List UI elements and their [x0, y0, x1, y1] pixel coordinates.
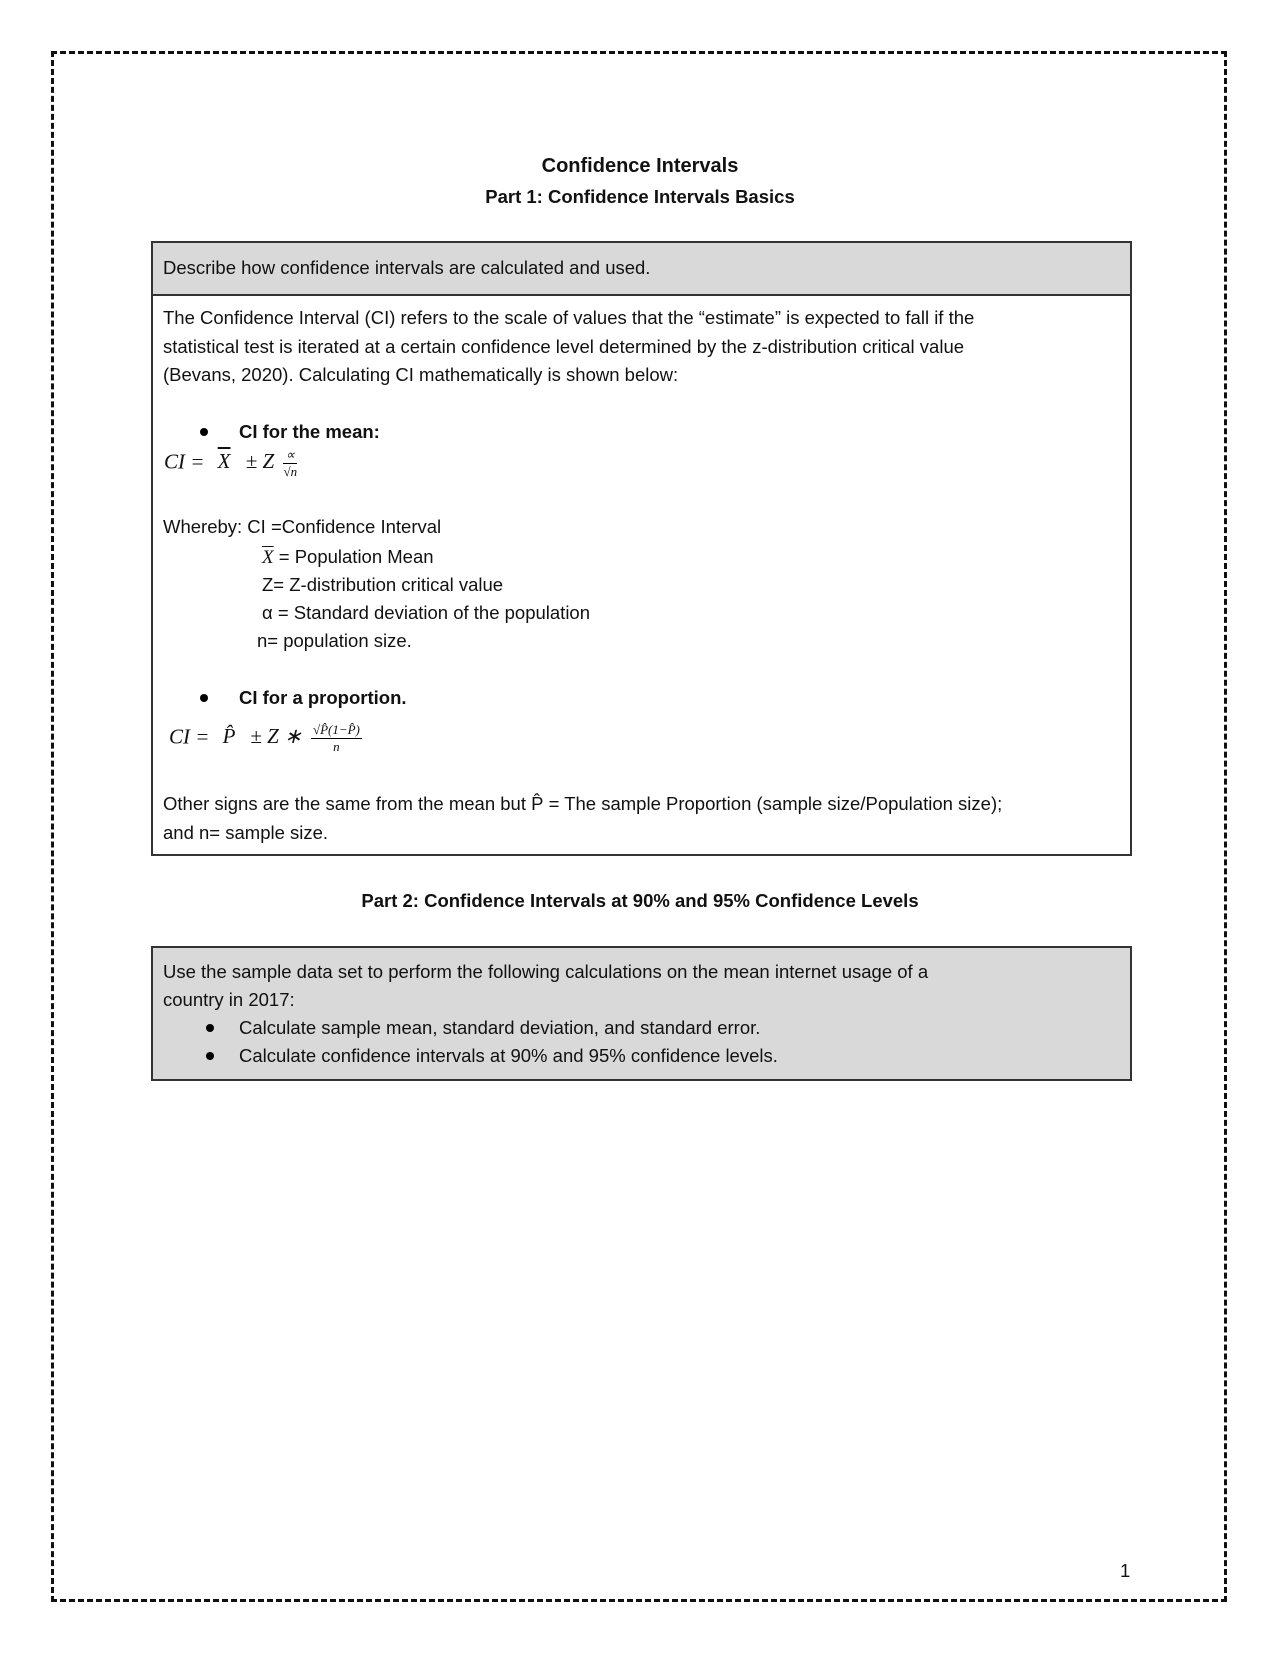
- formula-pm: ± Z: [245, 449, 275, 474]
- other-line: Other signs are the same from the mean but P̂ = The sample Proportion (sample size/Population size);: [163, 793, 1003, 814]
- page-number: 1: [1120, 1560, 1131, 1581]
- document-title: Confidence Intervals: [541, 155, 739, 177]
- task-line: Use the sample data set to perform the following calculations on the mean internet usage of a: [163, 961, 929, 982]
- bullet-icon: [200, 428, 208, 436]
- other-line: and n= sample size.: [163, 822, 329, 843]
- bullet-icon: [206, 1052, 214, 1060]
- formula-mean: [164, 447, 297, 480]
- def-line: α = Standard deviation of the population: [262, 602, 591, 623]
- para-line: (Bevans, 2020). Calculating CI mathematically is shown below:: [163, 364, 679, 385]
- formula-phat: P̂: [222, 724, 236, 749]
- prompt-header: [153, 243, 1130, 296]
- task-line: country in 2017:: [163, 989, 295, 1010]
- def-symbol: $\overline{X}$: [262, 547, 274, 568]
- formula-proportion: [169, 722, 362, 755]
- formula-lhs: CI =: [164, 449, 205, 474]
- bullet-mean: CI for the mean:: [239, 421, 380, 442]
- formula-den: n: [333, 739, 340, 754]
- para-line: statistical test is iterated at a certain confidence level determined by the z-distribution critical value: [163, 336, 965, 357]
- part2-heading: Part 2: Confidence Intervals at 90% and 95% Confidence Levels: [361, 890, 919, 911]
- formula-den: √n: [283, 464, 298, 479]
- task-bullet: Calculate confidence intervals at 90% and 95% confidence levels.: [239, 1045, 778, 1066]
- def-line: Z= Z-distribution critical value: [262, 574, 504, 595]
- part1-heading: Part 1: Confidence Intervals Basics: [485, 186, 795, 207]
- bullet-icon: [206, 1024, 214, 1032]
- formula-pm: ± Z ∗: [250, 724, 302, 749]
- formula-num: ∝: [283, 447, 297, 464]
- para-line: The Confidence Interval (CI) refers to the scale of values that the “estimate” is expected to fall if the: [163, 307, 975, 328]
- def-text: = Population Mean: [273, 546, 434, 567]
- formula-lhs: CI =: [169, 724, 210, 749]
- def-line: [262, 543, 434, 572]
- formula-xbar: $\overline{X}$: [217, 449, 231, 474]
- bullet-proportion: CI for a proportion.: [239, 687, 407, 708]
- formula-num: √P̂(1−P̂): [312, 722, 360, 737]
- def-line: n= population size.: [257, 630, 412, 651]
- bullet-icon: [200, 694, 208, 702]
- prompt-text: Describe how confidence intervals are calculated and used.: [163, 257, 651, 278]
- task-bullet: Calculate sample mean, standard deviation, and standard error.: [239, 1017, 761, 1038]
- whereby-label: Whereby: CI =Confidence Interval: [163, 516, 442, 537]
